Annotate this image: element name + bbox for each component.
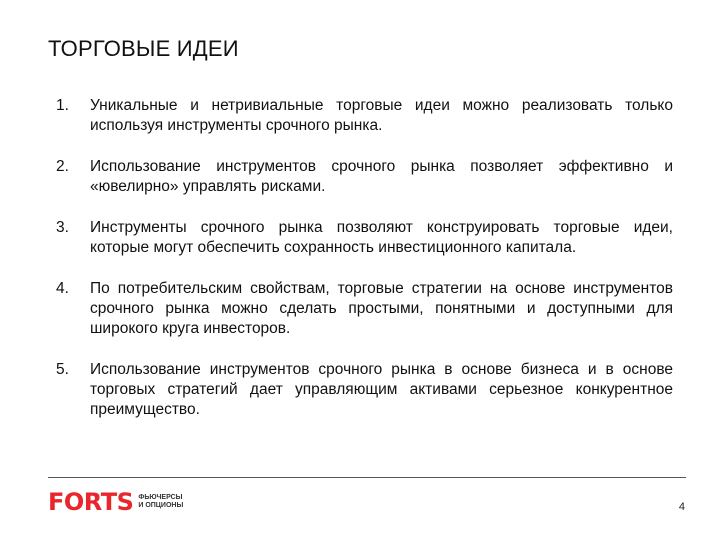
logo-subtitle-line1: ФЬЮЧЕРСЫ	[138, 494, 183, 501]
item-text: Уникальные и нетривиальные торговые идеи можно реализовать только используя инструменты срочного рынка.	[90, 97, 673, 134]
item-number: 5.	[56, 361, 69, 378]
list-item	[56, 218, 673, 258]
item-text: Использование инструментов срочного рынка в основе бизнеса и в основе торговых стратегий дает управляющим активами серьезное конкурентное преимущество.	[90, 361, 673, 418]
list-item	[56, 157, 673, 197]
logo-wordmark: FORTS	[48, 488, 134, 516]
item-text: Инструменты срочного рынка позволяют конструировать торговые идеи, которые могут обеспечить сохранность инвестиционного капитала.	[90, 219, 673, 256]
item-number: 4.	[56, 280, 69, 297]
item-text: Использование инструментов срочного рынка позволяет эффективно и «ювелирно» управлять рисками.	[90, 158, 673, 195]
logo-subtitle-line2: И ОПЦИОНЫ	[138, 502, 184, 509]
forts-logo	[48, 490, 183, 514]
item-number: 3.	[56, 219, 69, 236]
list-item	[56, 279, 673, 339]
list-item	[56, 96, 673, 136]
ideas-list	[56, 96, 673, 420]
footer-divider	[48, 477, 686, 478]
logo-subtitle	[138, 494, 183, 510]
list-item	[56, 360, 673, 420]
item-text: По потребительским свойствам, торговые стратегии на основе инструментов срочного рынка можно сделать простыми, понятными и доступными для широкого круга инвесторов.	[90, 280, 673, 337]
item-number: 1.	[56, 97, 69, 114]
item-number: 2.	[56, 158, 69, 175]
page-number: 4	[678, 501, 685, 513]
slide-title: ТОРГОВЫЕ ИДЕИ	[48, 36, 239, 61]
